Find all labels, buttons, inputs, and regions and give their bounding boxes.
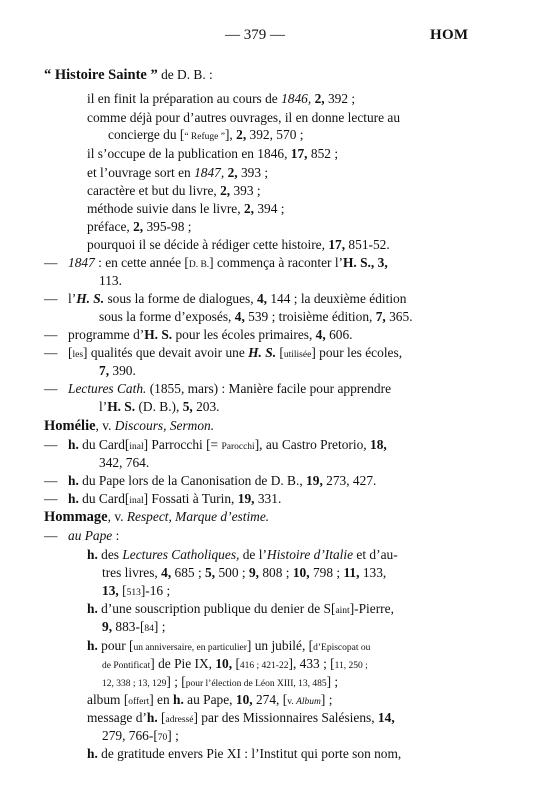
text-run: 390. [109, 363, 136, 378]
text-run: 5, [182, 399, 193, 414]
text-run: ] par des Missionnaires Salésiens, [193, 710, 378, 725]
text-run: [ [118, 583, 127, 598]
text-run: 2, [133, 219, 144, 234]
text-run: ] ; [326, 674, 339, 689]
text-run: message d’ [87, 710, 147, 725]
text-run: 685 ; [171, 565, 206, 580]
index-line [102, 564, 386, 581]
text-run: h. [68, 491, 79, 506]
index-line [87, 145, 338, 162]
text-run: ] ; [153, 619, 166, 634]
index-line [102, 655, 368, 675]
text-run: 14, [377, 710, 395, 725]
text-run: au Pape [68, 528, 113, 543]
text-run: h. [87, 601, 98, 616]
index-line [44, 326, 353, 343]
text-run: il s’occupe de la publication en 1846, [87, 146, 291, 161]
index-line [102, 618, 165, 638]
text-run: un anniversaire, en particulier [133, 643, 247, 653]
text-run: l’ [99, 399, 108, 414]
text-run: ] Fossati à Turin, [143, 491, 238, 506]
text-run: 17, [290, 146, 308, 161]
index-line [44, 436, 387, 456]
text-run: 342, 764. [99, 455, 150, 470]
text-run: pour [ [97, 638, 134, 653]
text-run: ] pour les écoles, [311, 345, 403, 360]
text-run: 11, [343, 565, 360, 580]
text-run: 17, [328, 237, 346, 252]
index-line [87, 90, 355, 107]
text-run: 2, [227, 165, 238, 180]
index-line [99, 272, 122, 289]
text-run: 852 ; [307, 146, 339, 161]
text-run: — [44, 528, 58, 543]
text-run: H. S., [343, 255, 375, 270]
text-run: 5, [205, 565, 216, 580]
text-run: 9, [102, 619, 113, 634]
text-run: 273, 427. [322, 473, 377, 488]
text-run: 416 ; 421-22 [239, 661, 289, 671]
text-run: Lectures Catholiques, [122, 547, 240, 562]
text-run: 19, [237, 491, 255, 506]
text-run: 392, 570 ; [246, 127, 304, 142]
text-run: 279, 766-[ [102, 728, 158, 743]
index-line [87, 691, 332, 711]
text-run: 7, [99, 363, 110, 378]
text-run: ] Parrocchi [= [143, 437, 222, 452]
index-line [99, 308, 413, 325]
text-run: 133, [359, 565, 387, 580]
text-run: 1847 [68, 255, 95, 270]
page-number: — 379 — [225, 27, 285, 43]
index-line [44, 290, 406, 307]
text-run: 365. [385, 309, 413, 324]
text-run: concierge du [ [108, 127, 185, 142]
index-line [99, 398, 220, 415]
text-run: [ [68, 345, 73, 360]
text-run: 851-52. [345, 237, 390, 252]
text-run: 113. [99, 273, 122, 288]
text-run: 144 ; la deuxième édition [266, 291, 407, 306]
text-run: Parocchi [221, 442, 255, 452]
text-run: [ [232, 656, 240, 671]
index-line [44, 527, 119, 544]
text-run: Hommage [44, 509, 108, 525]
text-run: H. S. [248, 345, 277, 360]
text-run: 2, [220, 183, 231, 198]
text-run: 2, [314, 91, 325, 106]
text-run: [ [276, 345, 284, 360]
text-run: 2, [243, 201, 254, 216]
text-run: 10, [292, 565, 310, 580]
text-run: “ Histoire Sainte ” [44, 67, 158, 83]
index-line [102, 582, 170, 602]
text-run: inal [129, 496, 144, 506]
text-run: 393 ; [237, 165, 269, 180]
text-run: 10, [215, 656, 233, 671]
index-line [87, 236, 390, 253]
text-run: 3, [377, 255, 388, 270]
text-run: v. [287, 697, 297, 707]
text-run: D. B. [188, 260, 210, 270]
text-run: album [ [87, 692, 129, 707]
text-run: sous la forme de dialogues, [104, 291, 257, 306]
text-run: ] commença à raconter l’ [209, 255, 343, 270]
text-run: 13, [102, 583, 119, 598]
text-run: 798 ; [309, 565, 344, 580]
text-run: 4, [315, 327, 326, 342]
text-run: — [44, 345, 58, 360]
text-run: Homélie [44, 418, 96, 434]
text-run: 4, [256, 291, 267, 306]
text-run: 203. [192, 399, 220, 414]
index-line [99, 454, 149, 471]
text-run: ], [224, 127, 237, 142]
index-line [44, 380, 391, 397]
text-run: inal [129, 442, 144, 452]
text-run: ], 433 ; [ [288, 656, 335, 671]
text-run: 84 [144, 624, 154, 634]
text-run: 500 ; [215, 565, 249, 580]
text-run: ]-Pierre, [349, 601, 394, 616]
text-run: — [44, 381, 58, 396]
index-line [87, 709, 395, 729]
text-run: 883-[ [112, 619, 145, 634]
text-run: 808 ; [259, 565, 293, 580]
text-run: du Pape lors de la Canonisation de D. B., [78, 473, 307, 488]
index-line [44, 417, 214, 435]
text-run: Album [296, 697, 321, 707]
text-run: (D. B.), [135, 399, 183, 414]
text-run: — [44, 255, 58, 270]
text-run: aint [335, 606, 350, 616]
text-run: (1855, mars) : Manière facile pour apprendre [146, 381, 392, 396]
text-run: — [44, 291, 58, 306]
text-run: ] un jubilé, [ [246, 638, 314, 653]
index-line [44, 490, 281, 510]
text-run: et l’ouvrage sort en [87, 165, 195, 180]
text-run: pourquoi il se décide à rédiger cette histoire, [87, 237, 329, 252]
text-run: 395-98 ; [143, 219, 192, 234]
text-run: programme d’ [68, 327, 145, 342]
index-line [44, 66, 213, 84]
text-run: 7, [375, 309, 386, 324]
text-run: — [44, 437, 58, 452]
text-run: — [44, 327, 58, 342]
text-run: 4, [161, 565, 172, 580]
text-run: h. [68, 437, 79, 452]
text-run: — [44, 491, 58, 506]
index-line [108, 126, 303, 146]
text-run: utilisée [283, 350, 312, 360]
text-run: ] ; [ [166, 674, 186, 689]
text-run: h. [87, 638, 98, 653]
text-run: et d’au- [353, 547, 398, 562]
text-run: sous la forme d’exposés, [99, 309, 235, 324]
text-run: 19, [306, 473, 323, 488]
index-line [44, 472, 376, 489]
text-run: du Card[ [78, 491, 130, 506]
running-head: HOM [430, 27, 469, 43]
text-run: méthode suivie dans le livre, [87, 201, 244, 216]
text-run: Histoire d’Italie [266, 547, 354, 562]
text-run: 606. [325, 327, 353, 342]
text-run: h. [173, 692, 184, 707]
text-run: 11, 250 ; [334, 661, 368, 671]
text-run: tres livres, [102, 565, 162, 580]
text-run: h. [87, 746, 98, 761]
text-run: 9, [248, 565, 259, 580]
index-line [87, 600, 394, 620]
index-line [102, 727, 179, 747]
text-run: Lectures Cath. [68, 381, 147, 396]
text-run: de l’ [239, 547, 267, 562]
index-line [87, 546, 398, 563]
text-run: de D. B. : [157, 67, 213, 82]
text-run: : [112, 528, 120, 543]
text-run: , v. [95, 418, 115, 433]
text-run: adressé [165, 715, 194, 725]
text-run: 274, [ [252, 692, 288, 707]
text-run: d’Episcopat ou [313, 643, 371, 653]
index-line [87, 745, 401, 762]
index-line [87, 164, 268, 181]
index-line [87, 637, 370, 657]
text-run: h. [68, 473, 79, 488]
text-run: [ [157, 710, 166, 725]
text-run: H. S. [76, 291, 105, 306]
text-run: 1846, [281, 91, 312, 106]
text-run: 539 ; troisième édition, [244, 309, 376, 324]
index-line [99, 362, 136, 379]
text-run: ] de Pie IX, [150, 656, 216, 671]
text-run: caractère et but du livre, [87, 183, 221, 198]
text-run: 394 ; [253, 201, 285, 216]
text-run: de gratitude envers Pie XI : l’Institut qui porte son nom, [97, 746, 402, 761]
text-run: : en cette année [ [94, 255, 189, 270]
text-run: 70 [157, 733, 168, 743]
text-run: ] ; [320, 692, 333, 707]
text-run: ] en [149, 692, 174, 707]
text-run: ], au Castro Pretorio, [254, 437, 370, 452]
text-run: ] ; [167, 728, 179, 743]
text-run: “ Refuge ” [184, 132, 225, 142]
text-run: 392 ; [324, 91, 356, 106]
index-line [87, 218, 192, 235]
text-run: 4, [234, 309, 245, 324]
text-run: ]-16 ; [140, 583, 171, 598]
text-run: — [44, 473, 58, 488]
text-run: les [72, 350, 84, 360]
text-run: ] qualités que devait avoir une [83, 345, 249, 360]
text-run: 10, [235, 692, 253, 707]
text-run: 1847, [194, 165, 225, 180]
text-run: de Pontificat [102, 661, 151, 671]
text-run: h. [146, 710, 158, 725]
text-run: h. [87, 547, 98, 562]
index-line [44, 508, 269, 526]
text-run: 12, 338 ; 13, 129 [102, 679, 167, 689]
index-line [87, 182, 261, 199]
text-run: préface, [87, 219, 134, 234]
text-run: Respect, Marque d’estime. [126, 509, 270, 524]
index-line [102, 673, 338, 693]
text-run: offert [128, 697, 150, 707]
text-run: du Card[ [78, 437, 130, 452]
text-run: 18, [370, 437, 387, 452]
index-line [87, 200, 285, 217]
text-run: Discours, Sermon. [114, 418, 215, 433]
text-run: au Pape, [183, 692, 236, 707]
text-run: 331. [254, 491, 282, 506]
text-run: , v. [107, 509, 127, 524]
text-run: d’une souscription publique du denier de S[ [97, 601, 336, 616]
text-run: 393 ; [230, 183, 261, 198]
text-run: 2, [236, 127, 247, 142]
index-line [44, 254, 388, 274]
text-run: il en finit la préparation au cours de [87, 91, 282, 106]
text-run: 513 [126, 588, 141, 598]
text-run: H. S. [107, 399, 136, 414]
text-run: pour l’élection de Léon XIII, 13, 485 [185, 679, 327, 689]
text-run: l’ [68, 291, 77, 306]
text-run: pour les écoles primaires, [172, 327, 316, 342]
text-run: H. S. [144, 327, 173, 342]
text-run: des [97, 547, 123, 562]
text-run: comme déjà pour d’autres ouvrages, il en donne lecture au [87, 110, 401, 125]
index-line [87, 109, 400, 126]
index-line [44, 344, 402, 364]
